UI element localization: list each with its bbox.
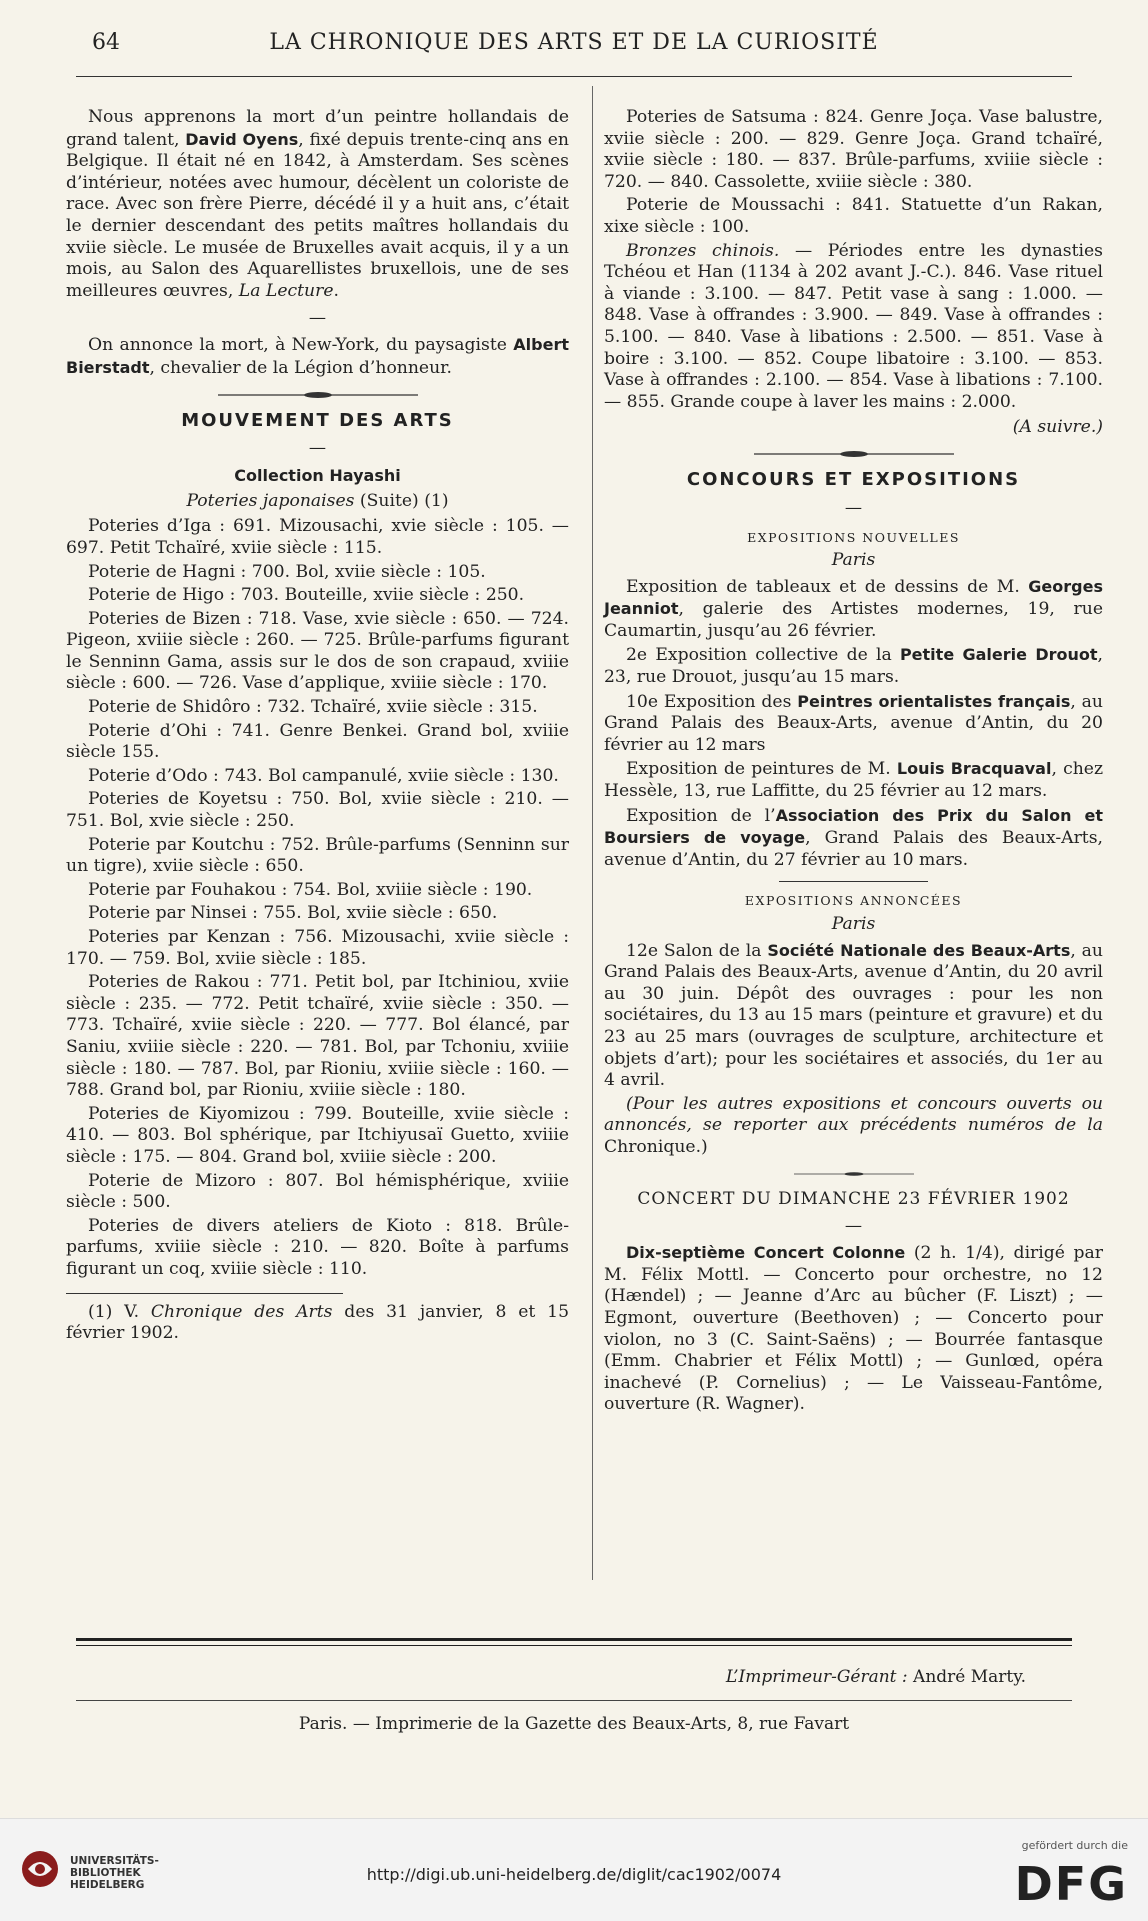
city-heading: Paris: [831, 914, 876, 934]
text: , chez Hessèle, 13, rue Laffitte, du 25 février au 12 mars.: [604, 759, 1103, 802]
category-italic: Bronzes chinois.: [626, 240, 780, 261]
catalog-entry: Poterie de Higo : 703. Bouteille, xviie siècle : 250.: [88, 585, 525, 606]
text: , Grand Palais des Beaux-Arts, avenue d’Antin, du 27 février au 10 mars.: [604, 828, 1103, 870]
text: 10e Exposition des: [626, 691, 798, 712]
catalog-entry: Poteries par Kenzan : 756. Mizousachi, xviie siècle : 170. — 759. Bol, xviie siècle : 185.: [66, 927, 569, 969]
ornament-divider: [218, 390, 418, 400]
collection-title: Collection Hayashi: [234, 466, 401, 486]
imprimeur-line: [726, 1667, 1026, 1687]
section-heading: CONCOURS ET EXPOSITIONS: [686, 468, 1021, 490]
ornament-divider: [794, 1169, 914, 1179]
text: des 31 janvier, 8 et 15 février 1902.: [66, 1301, 570, 1344]
text: Nous apprenons la mort d’un peintre hollandais de grand talent,: [66, 107, 569, 150]
catalog-entry: Poteries d’Iga : 691. Mizousachi, xvie siècle : 105. — 697. Petit Tchaïré, xviie siècle : 115.: [66, 516, 569, 558]
footnote: [66, 1302, 569, 1345]
catalog-entry: Poterie de Hagni : 700. Bol, xviie siècle : 105.: [88, 561, 486, 582]
catalog-entry: Poteries de Kiyomizou : 799. Bouteille, xviie siècle : 410. — 803. Bol sphérique, par Itchiyusaï Guetto, xviiie siècle : 175. — 804. Grand bol, xviiie siècle : 200.: [66, 1103, 569, 1167]
text: On annonce la mort, à New-York, du paysagiste: [88, 335, 514, 356]
catalog-entry: Poterie par Ninsei : 755. Bol, xviie siècle : 650.: [88, 903, 498, 924]
footnote-rule: [66, 1293, 343, 1294]
catalog-entry: Poterie par Koutchu : 752. Brûle-parfums (Senninn sur un tigre), xviie siècle : 650.: [66, 834, 569, 877]
artist-name: Georges Jeanniot: [604, 576, 1103, 619]
end-rule-thick: [76, 1638, 1072, 1641]
subsection-heading: EXPOSITIONS NOUVELLES: [747, 529, 960, 545]
page-header: [92, 30, 1056, 64]
text: , au Grand Palais des Beaux-Arts, avenue d’Antin, du 20 avril au 30 juin. Dépôt des ouvrages : pour les non sociétaires, du 13 au 15 mars (peinture et gravure) et du 23 au 25 mars (ouvrages de sculpture, architecture et objets d’art); pour les sociétaires et associés, du 1er au 4 avril.: [604, 940, 1103, 1091]
separator-dash: —: [308, 308, 327, 329]
subsection-rule: [779, 881, 929, 882]
text: , galerie des Artistes modernes, 19, rue Caumartin, jusqu’au 26 février.: [604, 599, 1103, 641]
exhibition-entry: [604, 576, 1103, 643]
printer-rule: [76, 1700, 1072, 1701]
page-number: 64: [92, 30, 120, 55]
header-rule: [76, 76, 1072, 77]
end-rule-thin: [76, 1645, 1072, 1646]
text: Exposition de tableaux et de dessins de M.: [626, 576, 1029, 597]
note-italic: (Pour les autres expositions et concours ouverts ou annoncés, se reporter aux précédents numéros de la: [604, 1093, 1103, 1136]
catalog-entry: Poterie de Mizoro : 807. Bol hémisphérique, xviiie siècle : 500.: [66, 1170, 569, 1213]
text: 12e Salon de la: [626, 940, 768, 961]
program-text: (2 h. 1/4), dirigé par M. Félix Mottl. — Concerto pour orchestre, no 12 (Hændel) ; — Jeanne d’Arc au bûcher (F. Liszt) ; — Egmont, ouverture (Beethoven) ; — Concerto pour violon, no 3 (C. Saint-Saëns) ; — Bourrée fantasque (Emm. Chabrier et Félix Mottl) ; — Gunlœd, opéra inachevé (P. Cornelius) ; — Le Vaisseau-Fantôme, ouverture (R. Wagner).: [604, 1243, 1103, 1415]
text: Exposition de l’: [626, 805, 776, 826]
imprimeur-label: L’Imprimeur-Gérant :: [725, 1667, 908, 1687]
ornament-divider: [754, 449, 954, 459]
funding-note: gefördert durch die: [1021, 1839, 1128, 1852]
editorial-note: [604, 1094, 1103, 1159]
library-line: UNIVERSITÄTS-: [70, 1855, 159, 1867]
section-heading: MOUVEMENT DES ARTS: [181, 409, 454, 431]
artist-name: Louis Bracquaval: [896, 759, 1052, 779]
exhibition-entry: [604, 644, 1103, 688]
catalog-entry: Poteries de Satsuma : 824. Genre Joça. Vase balustre, xviie siècle : 200. — 829. Genre Joça. Grand tchaïré, xviie siècle : 180. — 837. Brûle-parfums, xviiie siècle : 720. — 840. Cassolette, xviiie siècle : 380.: [604, 107, 1103, 192]
collection-subtitle: [66, 491, 569, 513]
library-line: HEIDELBERG: [70, 1879, 145, 1891]
association-name: Association des Prix du Salon et Boursiers de voyage: [604, 805, 1103, 848]
imprimeur-name: André Marty.: [913, 1667, 1026, 1687]
catalog-entry: Poterie d’Ohi : 741. Genre Benkei. Grand bol, xviiie siècle 155.: [66, 720, 569, 763]
text: — Périodes entre les dynasties Tchéou et Han (1134 à 202 avant J.-C.). 846. Vase rituel à viande : 3.100. — 847. Petit vase à sang : 1.000. — 848. Vase à offrandes : 3.900. — 849. Vase à offrandes : 5.100. — 840. Vase à libations : 2.500. — 851. Vase à boire : 3.100. — 852. Coupe libatoire : 3.100. — 853. Vase à offrandes : 2.100. — 854. Vase à libations : 7.100. — 855. Grande coupe à laver les mains : 2.000.: [604, 240, 1103, 412]
subtitle-italic: Poteries japonaises: [186, 490, 355, 511]
text: 2e Exposition collective de la: [626, 645, 900, 666]
venue-name: Petite Galerie Drouot: [899, 645, 1098, 665]
exhibition-entry: [604, 758, 1103, 802]
exhibition-entry: [604, 805, 1103, 872]
library-line: BIBLIOTHEK: [70, 1867, 141, 1879]
journal-ref: Chronique des Arts: [150, 1301, 333, 1322]
group-name: Peintres orientalistes français: [797, 691, 1071, 711]
catalog-entry: Poteries de Koyetsu : 750. Bol, xviie siècle : 210. — 751. Bol, xvie siècle : 250.: [66, 789, 569, 832]
dfg-logo: DFG: [1014, 1857, 1128, 1911]
text: .: [333, 280, 339, 301]
right-column: [604, 107, 1103, 1418]
catalog-entry: Poterie par Fouhakou : 754. Bol, xviiie siècle : 190.: [88, 879, 533, 900]
text: (1) V.: [88, 1301, 151, 1322]
digitization-bar: [0, 1818, 1148, 1921]
concert-heading: CONCERT DU DIMANCHE 23 FÉVRIER 1902: [637, 1188, 1070, 1209]
catalog-entry: Poteries de Rakou : 771. Petit bol, par Itchiniou, xviie siècle : 235. — 772. Petit tchaïré, xviie siècle : 350. — 773. Tchaïré, xviie siècle : 220. — 777. Bol élancé, par Saniu, xviiie siècle : 220. — 781. Bol, par Tchoniu, xviiie siècle : 180. — 787. Bol, par Rioniu, xviiie siècle : 160. — 788. Grand bol, par Rioniu, xviiie siècle : 180.: [66, 972, 569, 1101]
source-url[interactable]: http://digi.ub.uni-heidelberg.de/diglit/cac1902/0074: [366, 1865, 782, 1884]
to-be-continued: (A suivre.): [1012, 417, 1103, 438]
person-name: David Oyens: [185, 129, 299, 149]
catalog-entry: Poteries de divers ateliers de Kioto : 818. Brûle-parfums, xviiie siècle : 210. — 820. Boîte à parfums figurant un coq, xviiie siècle : 110.: [66, 1215, 569, 1279]
note-rest: Chronique.): [604, 1136, 708, 1157]
catalog-entry: Poteries de Bizen : 718. Vase, xvie siècle : 650. — 724. Pigeon, xviiie siècle : 260. — 725. Brûle-parfums figurant le Senninn Gama, assis sur le dos de son crapaud, xviiie siècle : 600. — 726. Vase d’applique, xviiie siècle : 170.: [66, 608, 569, 694]
society-name: Société Nationale des Beaux-Arts: [767, 940, 1071, 960]
concert-name: Dix-septième Concert Colonne: [626, 1243, 906, 1263]
catalog-entry: Poterie d’Odo : 743. Bol campanulé, xviie siècle : 130.: [88, 765, 559, 786]
left-column: [66, 107, 569, 1347]
text: , fixé depuis trente-cinq ans en Belgique. Il était né en 1842, à Amsterdam. Ses scènes d’intérieur, notées avec humour, décèlent un coloriste de race. Avec son frère Pierre, décédé il y a huit ans, c’était le dernier descendant des petits maîtres hollandais du xviie siècle. Le musée de Bruxelles avait acquis, il y a un mois, au Salon des Aquarellistes bruxellois, une de ses meilleures œuvres,: [66, 129, 569, 301]
city-heading: Paris: [831, 550, 876, 571]
column-divider: [592, 86, 593, 1580]
catalog-entry: [604, 241, 1103, 414]
printer-line: Paris. — Imprimerie de la Gazette des Beaux-Arts, 8, rue Favart: [298, 1714, 850, 1734]
concert-program: [604, 1242, 1103, 1416]
journal-title: LA CHRONIQUE DES ARTS ET DE LA CURIOSITÉ: [269, 30, 879, 55]
catalog-entry: Poterie de Shidôro : 732. Tchaïré, xviie siècle : 315.: [88, 697, 538, 718]
obituary-oyens: [66, 107, 569, 302]
person-name: Albert Bierstadt: [66, 335, 569, 377]
text: Exposition de peintures de M.: [626, 759, 897, 780]
exhibition-entry: [604, 691, 1103, 757]
separator-dash: —: [308, 438, 327, 459]
work-title: La Lecture: [238, 280, 334, 301]
separator-dash: —: [844, 497, 863, 518]
obituary-bierstadt: [66, 334, 569, 379]
exhibition-entry: [604, 940, 1103, 1092]
catalog-entry: Poterie de Moussachi : 841. Statuette d’un Rakan, xixe siècle : 100.: [604, 195, 1103, 237]
subsection-heading: EXPOSITIONS ANNONCÉES: [744, 893, 963, 909]
text: , au Grand Palais des Beaux-Arts, avenue d’Antin, du 20 février au 12 mars: [604, 691, 1103, 755]
text: , chevalier de la Légion d’honneur.: [149, 357, 452, 378]
subtitle-rest: (Suite) (1): [354, 490, 449, 511]
separator-dash: —: [844, 1216, 863, 1237]
text: , 23, rue Drouot, jusqu’au 15 mars.: [604, 645, 1103, 688]
